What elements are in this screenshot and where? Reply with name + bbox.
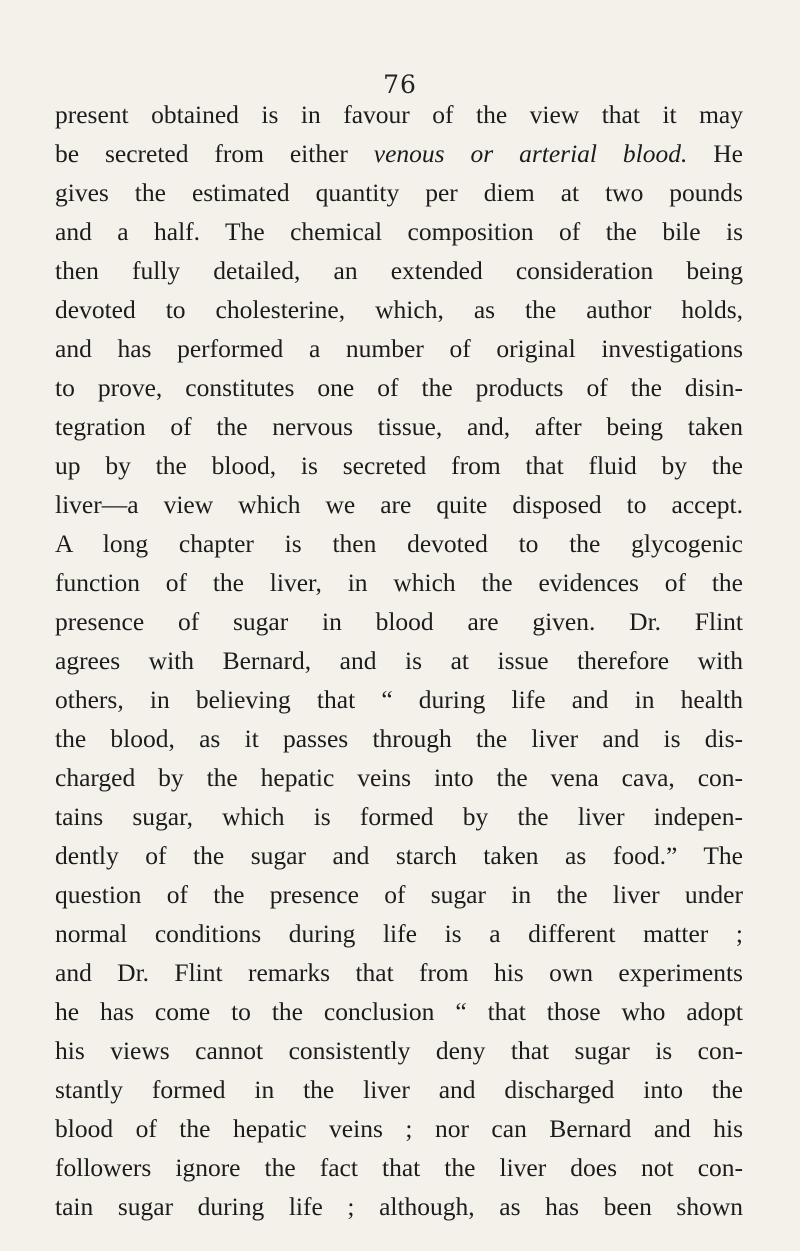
text-line: tains sugar, which is formed by the liver indepen- bbox=[55, 802, 743, 831]
italic-phrase: venous or arterial blood. bbox=[373, 139, 688, 168]
text-line: liver—a view which we are quite disposed to accept. bbox=[55, 490, 743, 519]
text-line: to prove, constitutes one of the products of the disin- bbox=[55, 373, 743, 402]
body-text bbox=[55, 95, 743, 1226]
text-line: tegration of the nervous tissue, and, after being taken bbox=[55, 412, 743, 441]
text-line: present obtained is in favour of the view that it may bbox=[55, 100, 743, 129]
text-line: presence of sugar in blood are given. Dr. Flint bbox=[55, 607, 743, 636]
text-line: be secreted from either venous or arterial blood. He bbox=[55, 139, 743, 168]
text-line: gives the estimated quantity per diem at two pounds bbox=[55, 178, 743, 207]
text-line: tain sugar during life ; although, as has been shown bbox=[55, 1192, 743, 1221]
text-line: agrees with Bernard, and is at issue therefore with bbox=[55, 646, 743, 675]
text-line: and Dr. Flint remarks that from his own experiments bbox=[55, 958, 743, 987]
text-line: the blood, as it passes through the liver and is dis- bbox=[55, 724, 743, 753]
text-line: others, in believing that “ during life and in health bbox=[55, 685, 743, 714]
text-line: devoted to cholesterine, which, as the author holds, bbox=[55, 295, 743, 324]
page-number: 76 bbox=[383, 70, 417, 99]
text-line: function of the liver, in which the evidences of the bbox=[55, 568, 743, 597]
text-line: dently of the sugar and starch taken as food.” The bbox=[55, 841, 743, 870]
text-line: stantly formed in the liver and discharged into the bbox=[55, 1075, 743, 1104]
text-line: blood of the hepatic veins ; nor can Bernard and his bbox=[55, 1114, 743, 1143]
text-line: normal conditions during life is a different matter ; bbox=[55, 919, 743, 948]
text-line: up by the blood, is secreted from that fluid by the bbox=[55, 451, 743, 480]
text-line: question of the presence of sugar in the liver under bbox=[55, 880, 743, 909]
text-line: his views cannot consistently deny that sugar is con- bbox=[55, 1036, 743, 1065]
text-line: then fully detailed, an extended consideration being bbox=[55, 256, 743, 285]
text-line: A long chapter is then devoted to the glycogenic bbox=[55, 529, 743, 558]
text-line: followers ignore the fact that the liver does not con- bbox=[55, 1153, 743, 1182]
text-line: charged by the hepatic veins into the vena cava, con- bbox=[55, 763, 743, 792]
text-line: and has performed a number of original investigations bbox=[55, 334, 743, 363]
text-line: and a half. The chemical composition of the bile is bbox=[55, 217, 743, 246]
text-line: he has come to the conclusion “ that those who adopt bbox=[55, 997, 743, 1026]
